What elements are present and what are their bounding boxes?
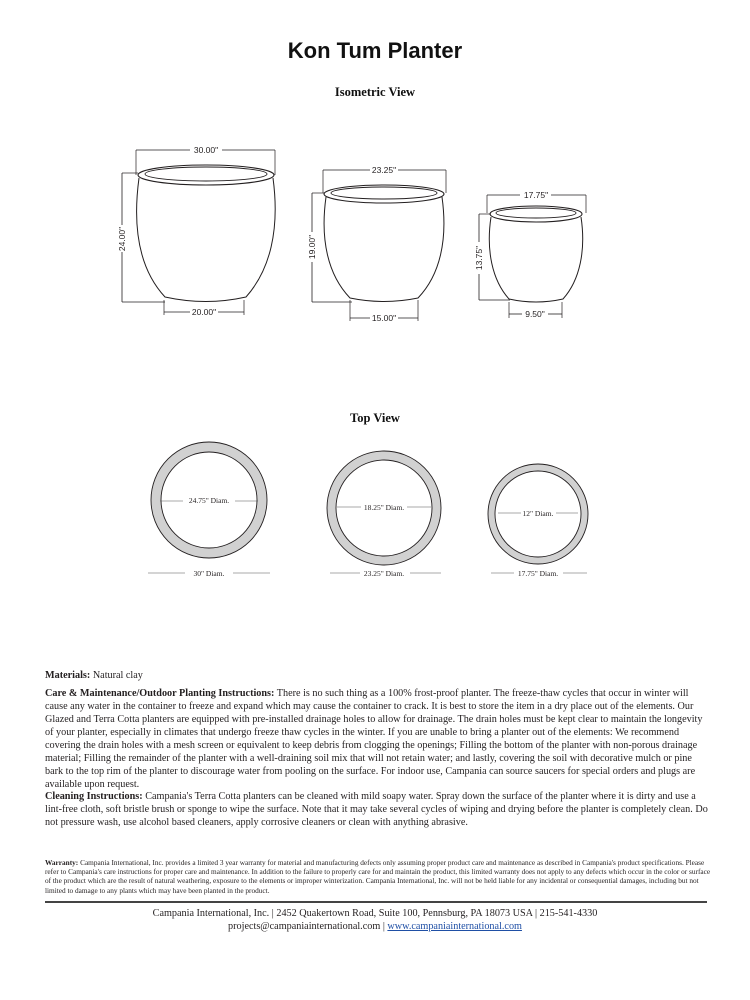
- footer-divider: [45, 901, 707, 903]
- page-title: Kon Tum Planter: [287, 38, 463, 63]
- small-base-width-label: 9.50": [525, 309, 545, 319]
- cleaning-text: Campania's Terra Cotta planters can be cleaned with mild soapy water. Spray down the surface of the planter where it is dirty and use a lint-free cloth, soft bristle brush or sponge to wipe the surface. Note that it may take several cycles of wiping and drying before the planter is completely clean. Do not pressure wash, use alcohol based cleaners, apply corrosive cleaners or clean with anything abrasive.: [45, 791, 708, 828]
- materials-section: [45, 669, 710, 682]
- care-label: Care & Maintenance/Outdoor Planting Instructions:: [45, 688, 275, 699]
- materials-text: Natural clay: [90, 670, 143, 681]
- cleaning-section: [45, 790, 710, 829]
- large-top-width-label: 30.00": [193, 145, 219, 155]
- footer-email: projects@campaniainternational.com: [228, 921, 381, 932]
- large-outer-diameter-label: 30" Diam.: [193, 569, 225, 578]
- small-height-label: 13.75": [474, 245, 484, 271]
- medium-height-label: 19.00": [307, 234, 317, 260]
- large-planter-top-view: [148, 442, 270, 573]
- small-inner-diameter-label: 12" Diam.: [522, 509, 554, 518]
- care-text: There is no such thing as a 100% frost-proof planter. The freeze-thaw cycles that occur in winter will cause any water in the container to freeze and expand which may cause the container to crack. It is best to store the item in a dry place out of the elements. Our Glazed and Terra Cotta planters are equipped with pre-installed drainage holes to allow for drainage. The drain holes must be kept clear to maintain the longevity of your planter, especially in climates that undergo freeze thaw cycles in the winter. If you are unable to bring a planter out of the elements: We recommend covering the drain holes with a mesh screen or equivalent to keep debris from clogging the openings; Filling the bottom of the planter with non-porous drainage material; Filling the remainder of the planter with a well-draining soil mix that will not retain water; and lastly, covering the soil with decorative mulch or pine bark to the top rim of the planter to discourage water from pooling on the surface. For indoor use, Campania can source saucers for special orders and plugs are available upon request.: [45, 688, 703, 790]
- cleaning-label: Cleaning Instructions:: [45, 791, 143, 802]
- medium-base-width-label: 15.00": [371, 313, 397, 323]
- footer-contact: [0, 920, 750, 933]
- footer: [0, 907, 750, 933]
- isometric-view-heading: Isometric View: [334, 85, 416, 99]
- top-view-heading: Top View: [350, 411, 400, 425]
- warranty-text: Campania International, Inc. provides a limited 3 year warranty for material and manufacturing defects only assuming proper product care and maintenance as described in Campania's product specifications. Please refer to Campania's care instructions for proper care and maintenance. In addition to the failure to properly care for and maintain the product, this limited warranty does not apply to any defects which occur in the color or surface of the product which are the result of natural weathering, exposure to the elements or improper winterization. Campania International, Inc. will not be held liable for any incidental or consequential damages, including but not limited to damage to any plants which may have been planted in the product.: [45, 858, 711, 895]
- footer-separator: |: [380, 921, 388, 932]
- large-base-width-label: 20.00": [191, 307, 217, 317]
- medium-inner-diameter-label: 18.25" Diam.: [363, 503, 405, 512]
- medium-top-width-label: 23.25": [371, 165, 397, 175]
- footer-address: Campania International, Inc. | 2452 Quakertown Road, Suite 100, Pennsburg, PA 18073 USA | 215-541-4330: [152, 908, 598, 919]
- small-planter-top-view: [488, 464, 588, 573]
- large-planter-isometric: [122, 150, 275, 315]
- care-section: [45, 687, 710, 791]
- small-top-width-label: 17.75": [523, 190, 549, 200]
- warranty-label: Warranty:: [45, 858, 79, 867]
- warranty-section: [45, 858, 715, 895]
- small-planter-isometric: [479, 195, 586, 318]
- large-height-label: 24.00": [117, 226, 127, 252]
- medium-planter-isometric: [312, 170, 446, 321]
- medium-outer-diameter-label: 23.25" Diam.: [363, 569, 405, 578]
- website-link[interactable]: www.campaniainternational.com: [387, 921, 522, 932]
- small-outer-diameter-label: 17.75" Diam.: [517, 569, 559, 578]
- large-inner-diameter-label: 24.75" Diam.: [188, 496, 230, 505]
- medium-planter-top-view: [327, 451, 441, 573]
- materials-label: Materials:: [45, 670, 91, 681]
